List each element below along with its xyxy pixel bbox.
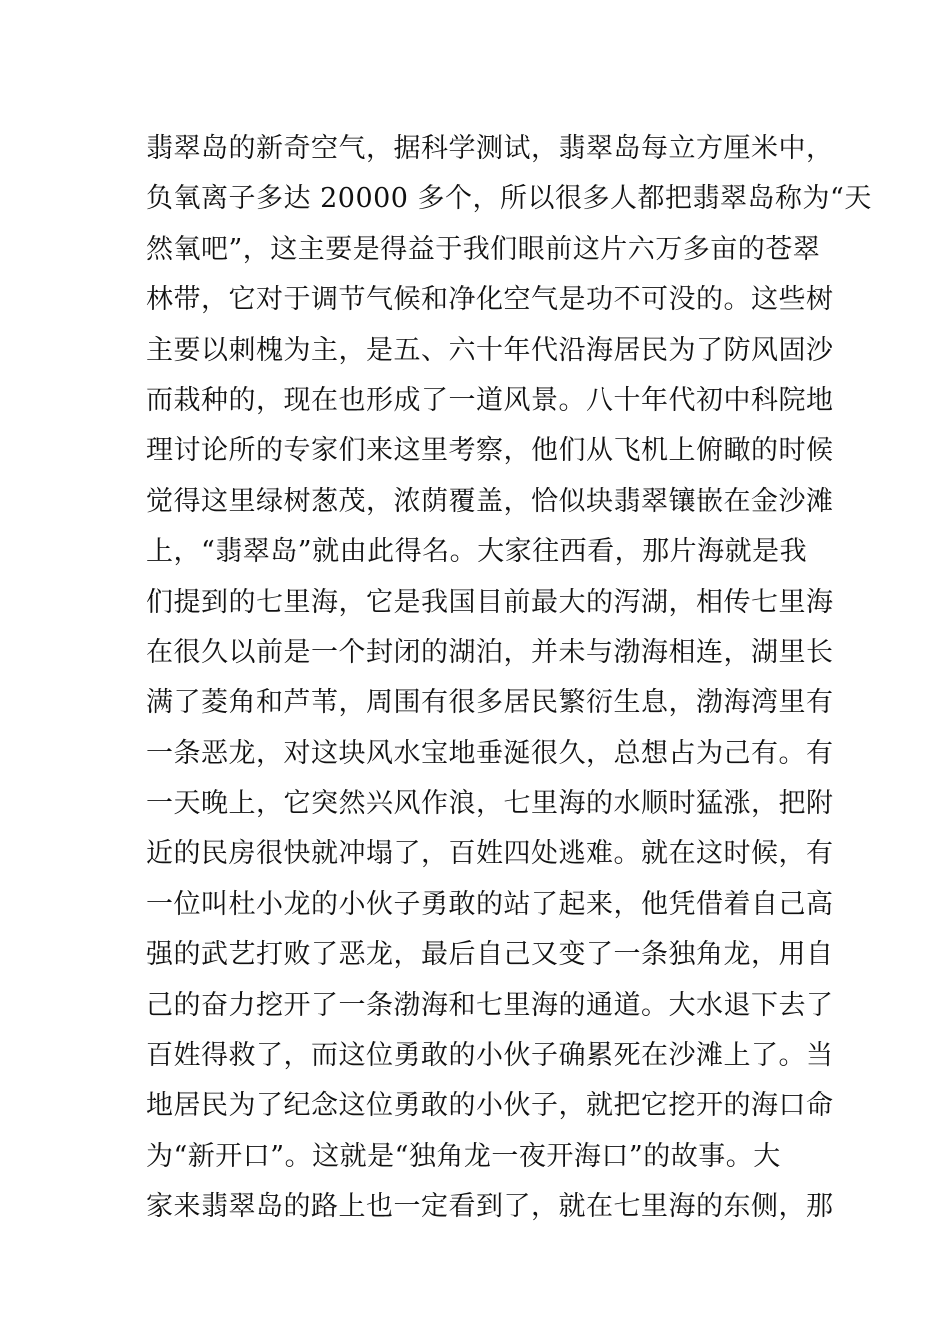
- text-line: 家来翡翠岛的路上也一定看到了，就在七里海的东侧，那: [146, 1191, 834, 1223]
- text-line: 翡翠岛的新奇空气，据科学测试，翡翠岛每立方厘米中，: [146, 133, 834, 164]
- text-line: 一位叫杜小龙的小伙子勇敢的站了起来，他凭借着自己高: [146, 888, 834, 920]
- body-text: [146, 124, 872, 1233]
- text-line: 近的民房很快就冲塌了，百姓四处逃难。就在这时候，有: [146, 838, 834, 870]
- text-line: 理讨论所的专家们来这里考察，他们从飞机上俯瞰的时候: [146, 435, 834, 467]
- text-line: 觉得这里绿树葱茂，浓荫覆盖，恰似块翡翠镶嵌在金沙滩: [146, 485, 834, 517]
- text-line: 满了菱角和芦苇，周围有很多居民繁衍生息，渤海湾里有: [146, 687, 834, 719]
- text-line: 们提到的七里海，它是我国目前最大的泻湖，相传七里海: [146, 586, 834, 618]
- text-line: 为“新开口”。这就是“独角龙一夜开海口”的故事。大: [146, 1140, 781, 1172]
- text-line: 上，“翡翠岛”就由此得名。大家往西看，那片海就是我: [146, 536, 808, 568]
- text-line: 己的奋力挖开了一条渤海和七里海的通道。大水退下去了: [146, 989, 834, 1021]
- text-line: 百姓得救了，而这位勇敢的小伙子确累死在沙滩上了。当: [146, 1040, 834, 1072]
- text-line: 然氧吧”，这主要是得益于我们眼前这片六万多亩的苍翠: [146, 233, 821, 265]
- text-line: 而栽种的，现在也形成了一道风景。八十年代初中科院地: [146, 384, 834, 416]
- text-line: 主要以刺槐为主，是五、六十年代沿海居民为了防风固沙: [146, 334, 834, 366]
- text-line: 林带，它对于调节气候和净化空气是功不可没的。这些树: [146, 284, 834, 316]
- text-line: 在很久以前是一个封闭的湖泊，并未与渤海相连，湖里长: [146, 636, 834, 668]
- text-line: 负氧离子多达 20000 多个，所以很多人都把翡翠岛称为“天: [146, 183, 872, 215]
- text-line: 地居民为了纪念这位勇敢的小伙子，就把它挖开的海口命: [146, 1090, 834, 1122]
- text-line: 一天晚上，它突然兴风作浪，七里海的水顺时猛涨，把附: [146, 788, 834, 820]
- text-line: 强的武艺打败了恶龙，最后自己又变了一条独角龙，用自: [146, 939, 834, 971]
- text-line: 一条恶龙，对这块风水宝地垂涎很久，总想占为己有。有: [146, 737, 834, 769]
